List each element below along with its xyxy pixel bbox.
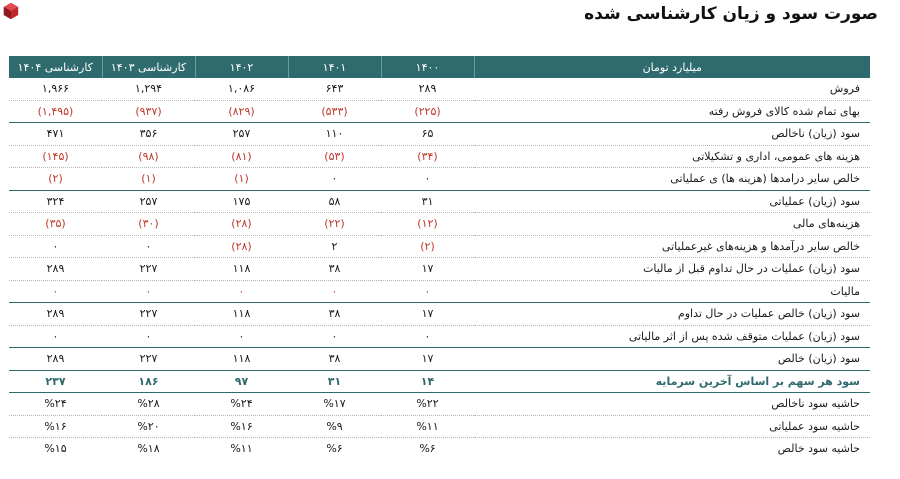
table-cell: ۱۱۸ — [195, 348, 288, 371]
table-row — [9, 415, 870, 438]
column-header-unit: میلیارد تومان — [474, 56, 870, 78]
table-cell: ۳۲۴ — [9, 190, 102, 213]
row-label: سود (زیان) خالص عملیات در حال تداوم — [474, 303, 870, 326]
table-cell: (۸۱) — [195, 145, 288, 168]
table-cell: ۰ — [288, 168, 381, 191]
table-row — [9, 393, 870, 416]
table-cell: ۲۵۷ — [195, 123, 288, 146]
table-cell: (۵۳) — [288, 145, 381, 168]
table-cell: ۰ — [195, 280, 288, 303]
table-cell: (۲۸) — [195, 235, 288, 258]
table-cell: (۸۲۹) — [195, 100, 288, 123]
table-cell: ۳۸ — [288, 303, 381, 326]
row-label: سود (زیان) ناخالص — [474, 123, 870, 146]
table-cell: ۱۷ — [381, 348, 474, 371]
table-cell: (۲) — [9, 168, 102, 191]
table-cell: ۳۸ — [288, 348, 381, 371]
table-cell: (۲۲۵) — [381, 100, 474, 123]
table-cell: %۲۲ — [381, 393, 474, 416]
table-cell: ۲۸۹ — [9, 348, 102, 371]
table-cell: (۱۴۵) — [9, 145, 102, 168]
table-cell: (۳۰) — [102, 213, 195, 236]
company-logo-icon — [2, 2, 20, 20]
row-label: حاشیه سود عملیاتی — [474, 415, 870, 438]
table-cell: %۹ — [288, 415, 381, 438]
table-cell: %۶ — [326, 442, 343, 456]
table-cell: ۱۴ — [381, 370, 474, 393]
table-cell: (۵۳۳) — [288, 100, 381, 123]
table-cell: ۱,۹۶۶ — [9, 78, 102, 100]
row-label: هزینه های عمومی، اداری و تشکیلاتی — [474, 145, 870, 168]
table-cell: %۱۱ — [230, 442, 253, 456]
table-cell: (۳۵) — [9, 213, 102, 236]
table-cell: ۲۸۹ — [9, 258, 102, 281]
table-cell: (۳۴) — [381, 145, 474, 168]
table-row — [9, 280, 870, 303]
income-statement-table — [9, 56, 870, 460]
table-cell: ۰ — [102, 280, 195, 303]
table-cell: %۲۴ — [9, 393, 102, 416]
row-label: سود (زیان) خالص — [474, 348, 870, 371]
table-cell: (۹۳۷) — [102, 100, 195, 123]
table-cell: ۲۸۹ — [9, 303, 102, 326]
table-cell: ۲۲۷ — [102, 303, 195, 326]
table-cell: ۴۷۱ — [9, 123, 102, 146]
row-label: حاشیه سود خالص — [777, 442, 860, 456]
table-cell: %۲۸ — [102, 393, 195, 416]
row-label: بهای تمام شده کالای فروش رفته — [474, 100, 870, 123]
table-row — [9, 438, 870, 460]
table-cell: ۰ — [102, 325, 195, 348]
table-cell: %۱۱ — [381, 415, 474, 438]
table-cell: ۶۴۳ — [288, 78, 381, 100]
row-label: مالیات — [474, 280, 870, 303]
table-cell: ۶۵ — [381, 123, 474, 146]
table-row — [9, 145, 870, 168]
table-cell: (۱,۴۹۵) — [9, 100, 102, 123]
table-cell: (۱) — [102, 168, 195, 191]
table-cell: %۱۸ — [137, 442, 160, 456]
table-cell: %۲۴ — [195, 393, 288, 416]
row-label: سود (زیان) عملیاتی — [474, 190, 870, 213]
row-label: فروش — [474, 78, 870, 100]
table-cell: %۱۶ — [195, 415, 288, 438]
table-cell: ۰ — [9, 325, 102, 348]
table-cell: (۱) — [195, 168, 288, 191]
table-row — [9, 78, 870, 100]
table-cell: ۵۸ — [288, 190, 381, 213]
table-row — [9, 303, 870, 326]
table-cell: ۲۲۷ — [102, 348, 195, 371]
column-header: ۱۴۰۰ — [381, 56, 474, 78]
table-cell: ۱۱۰ — [288, 123, 381, 146]
table-cell: %۱۷ — [288, 393, 381, 416]
table-cell: ۱۷ — [381, 258, 474, 281]
table-cell: ۰ — [381, 325, 474, 348]
table-cell: ۲۵۷ — [102, 190, 195, 213]
table-cell: ۱۱۸ — [195, 258, 288, 281]
table-cell: (۲۸) — [195, 213, 288, 236]
table-cell: ۰ — [195, 325, 288, 348]
table-row — [9, 348, 870, 371]
table-cell: ۰ — [288, 280, 381, 303]
table-row — [9, 235, 870, 258]
table-row — [9, 258, 870, 281]
table-cell: ۳۸ — [288, 258, 381, 281]
table-cell: ۱۸۶ — [102, 370, 195, 393]
row-label: سود هر سهم بر اساس آخرین سرمایه — [474, 370, 870, 393]
table-row — [9, 168, 870, 191]
row-label: سود (زیان) عملیات متوقف شده پس از اثر مالیاتی — [474, 325, 870, 348]
table-row — [9, 100, 870, 123]
table-cell: ۲ — [288, 235, 381, 258]
table-cell: ۱۷ — [381, 303, 474, 326]
table-row — [9, 190, 870, 213]
table-header-row — [9, 56, 870, 78]
table-cell: ۰ — [102, 235, 195, 258]
table-cell: ۰ — [9, 280, 102, 303]
row-label: سود (زیان) عملیات در حال تداوم قبل از مالیات — [474, 258, 870, 281]
table-cell: ۲۸۹ — [381, 78, 474, 100]
table-row — [9, 325, 870, 348]
table-cell: ۲۳۷ — [9, 370, 102, 393]
table-cell: ۱۱۸ — [195, 303, 288, 326]
table-cell: (۲) — [381, 235, 474, 258]
table-cell: ۰ — [9, 235, 102, 258]
column-header: ۱۴۰۲ — [195, 56, 288, 78]
table-cell: %۱۵ — [44, 442, 67, 456]
table-cell: (۲۲) — [288, 213, 381, 236]
column-header: کارشناسی ۱۴۰۳ — [102, 56, 195, 78]
row-label: هزینه‌های مالی — [474, 213, 870, 236]
table-cell: ۱,۲۹۴ — [102, 78, 195, 100]
table-cell: ۱۷۵ — [195, 190, 288, 213]
table-cell: (۹۸) — [102, 145, 195, 168]
table-row — [9, 213, 870, 236]
table-row — [9, 123, 870, 146]
table-cell: ۱,۰۸۶ — [195, 78, 288, 100]
table-cell: ۲۲۷ — [102, 258, 195, 281]
column-header: ۱۴۰۱ — [288, 56, 381, 78]
table-cell: %۱۶ — [9, 415, 102, 438]
table-cell: ۳۵۶ — [102, 123, 195, 146]
table-cell: ۹۷ — [195, 370, 288, 393]
table-cell: %۲۰ — [102, 415, 195, 438]
table-row-eps — [9, 370, 870, 393]
row-label: خالص سایر درآمدها و هزینه‌های غیرعملیاتی — [474, 235, 870, 258]
row-label: حاشیه سود ناخالص — [474, 393, 870, 416]
table-cell: ۳۱ — [288, 370, 381, 393]
table-cell: ۰ — [288, 325, 381, 348]
table-cell: ۰ — [381, 168, 474, 191]
row-label: خالص سایر درامدها (هزینه ها) ی عملیاتی — [474, 168, 870, 191]
table-cell: ۳۱ — [381, 190, 474, 213]
column-header: کارشناسی ۱۴۰۴ — [9, 56, 102, 78]
page-title: صورت سود و زیان کارشناسی شده — [584, 4, 878, 24]
table-cell: %۶ — [419, 442, 436, 456]
table-cell: ۰ — [381, 280, 474, 303]
table-cell: (۱۲) — [381, 213, 474, 236]
